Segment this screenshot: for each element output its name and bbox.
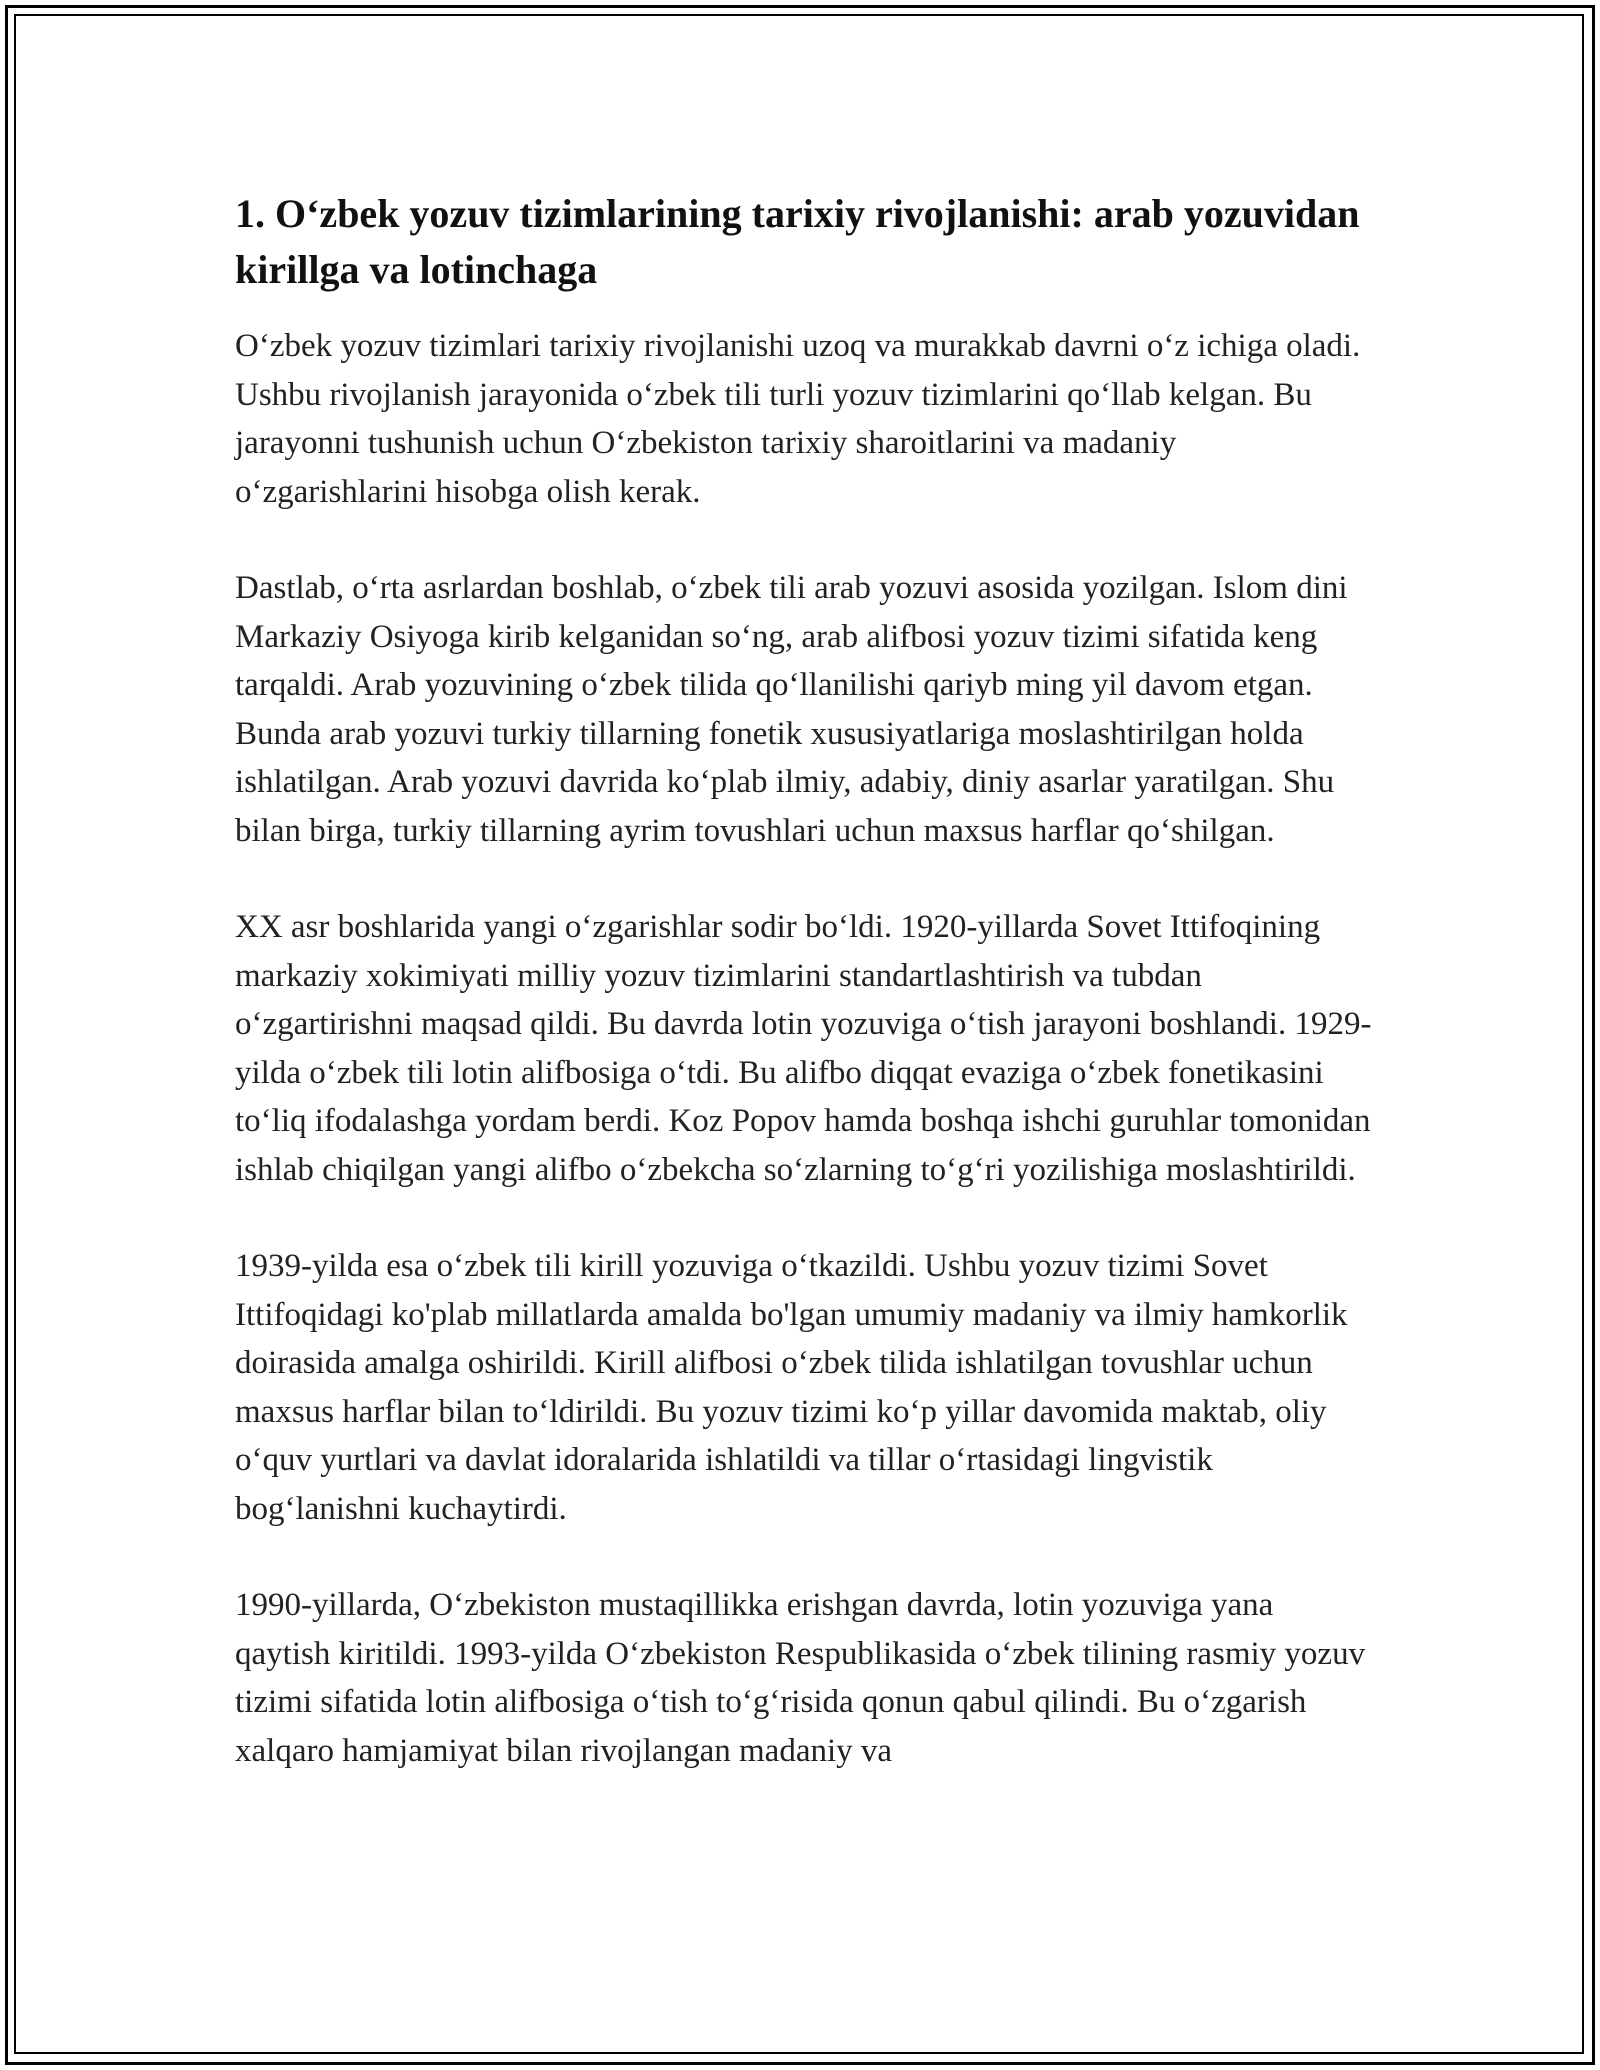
paragraph-latin-script-1929: XX asr boshlarida yangi o‘zgarishlar sodir bo‘ldi. 1920-yillarda Sovet Ittifoqining markaziy xokimiyati milliy yozuv tizimlarini standartlashtirish va tubdan o‘zgartirishni maqsad qildi. Bu davrda lotin yozuviga o‘tish jarayoni boshlandi. 1929-yilda o‘zbek tili lotin alifbosiga o‘tdi. Bu alifbo diqqat evaziga o‘zbek fonetikasini to‘liq ifodalashga yordam berdi. Koz Popov hamda boshqa ishchi guruhlar tomonidan ishlab chiqilgan yangi alifbo o‘zbekcha so‘zlarning to‘g‘ri yozilishiga moslashtirildi.: [235, 909, 1372, 1188]
paragraph-latin-return-1993: 1990-yillarda, O‘zbekiston mustaqillikka erishgan davrda, lotin yozuviga yana qaytish kiritildi. 1993-yilda O‘zbekiston Respublikasida o‘zbek tilining rasmiy yozuv tizimi sifatida lotin alifbosiga o‘tish to‘g‘risida qonun qabul qilindi. Bu o‘zgarish xalqaro hamjamiyat bilan rivojlangan madaniy va: [235, 1587, 1366, 1769]
document-page: [235, 186, 1375, 1823]
paragraph-cyrillic-script-1939: 1939-yilda esa o‘zbek tili kirill yozuviga o‘tkazildi. Ushbu yozuv tizimi Sovet Ittifoqidagi ko'plab millatlarda amalda bo'lgan umumiy madaniy va ilmiy hamkorlik doirasida amalga oshirildi. Kirill alifbosi o‘zbek tilida ishlatilgan tovushlar uchun maxsus harflar bilan to‘ldirildi. Bu yozuv tizimi ko‘p yillar davomida maktab, oliy o‘quv yurtlari va davlat idoralarida ishlatildi va tillar o‘rtasidagi lingvistik bog‘lanishni kuchaytirdi.: [235, 1248, 1348, 1527]
section-heading: 1. O‘zbek yozuv tizimlarining tarixiy rivojlanishi: arab yozuvidan kirillga va lotinchaga: [235, 191, 1360, 292]
paragraph-intro: O‘zbek yozuv tizimlari tarixiy rivojlanishi uzoq va murakkab davrni o‘z ichiga oladi. Ushbu rivojlanish jarayonida o‘zbek tili turli yozuv tizimlarini qo‘llab kelgan. Bu jarayonni tushunish uchun O‘zbekiston tarixiy sharoitlarini va madaniy o‘zgarishlarini hisobga olish kerak.: [235, 328, 1361, 510]
paragraph-arabic-script: Dastlab, o‘rta asrlardan boshlab, o‘zbek tili arab yozuvi asosida yozilgan. Islom dini Markaziy Osiyoga kirib kelganidan so‘ng, arab alifbosi yozuv tizimi sifatida keng tarqaldi. Arab yozuvining o‘zbek tilida qo‘llanilishi qariyb ming yil davom etgan. Bunda arab yozuvi turkiy tillarning fonetik xususiyatlariga moslashtirilgan holda ishlatilgan. Arab yozuvi davrida ko‘plab ilmiy, adabiy, diniy asarlar yaratilgan. Shu bilan birga, turkiy tillarning ayrim tovushlari uchun maxsus harflar qo‘shilgan.: [235, 570, 1348, 849]
